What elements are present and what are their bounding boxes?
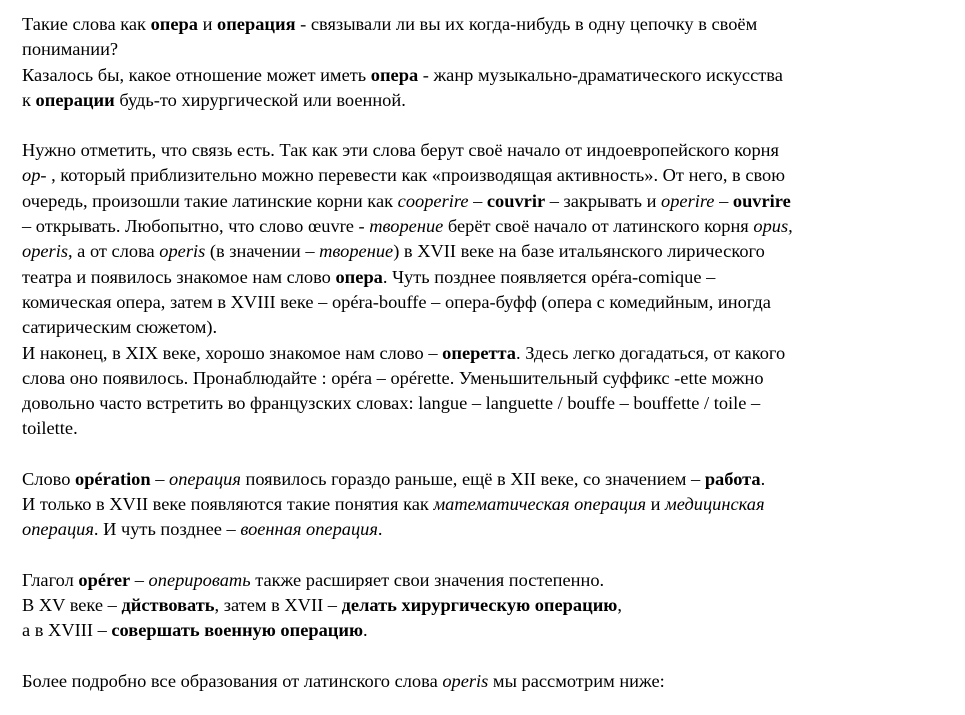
text-line	[22, 265, 955, 290]
text-run: а в XVIII –	[22, 620, 112, 641]
bold-text: оперетта	[442, 342, 516, 363]
bold-text: опера	[370, 64, 419, 85]
italic-text: cooperire	[397, 190, 469, 211]
text-line	[22, 391, 955, 416]
text-line	[22, 593, 955, 618]
text-run: Такие слова как	[22, 14, 151, 34]
bold-text: ouvrire	[732, 190, 791, 211]
text-line	[22, 239, 955, 264]
text-run: (в значении –	[205, 241, 320, 262]
text-line	[22, 366, 955, 391]
text-run: .	[377, 519, 383, 540]
text-line	[22, 341, 955, 366]
text-run: –	[150, 468, 169, 489]
text-run: .	[760, 468, 766, 489]
text-run: слова оно появилось. Пронаблюдайте : opéra – opérette. Уменьшительный суффикс -ette можно	[22, 367, 764, 388]
text-run: , а от слова	[67, 241, 160, 262]
text-line	[22, 214, 955, 239]
italic-text: opus,	[753, 216, 793, 237]
text-run: .	[363, 620, 368, 641]
paragraph-operer	[22, 568, 955, 644]
italic-text: военная операция	[240, 519, 378, 540]
text-run: комическая опера, затем в XVIII веке – opéra-bouffe – опера-буфф (опера с комедийным, иногда	[22, 291, 771, 312]
text-line	[22, 12, 955, 37]
italic-text: оперировать	[148, 569, 251, 590]
text-run: В XV веке –	[22, 594, 122, 615]
text-line	[22, 138, 955, 163]
text-line	[22, 669, 955, 694]
text-run: –	[130, 569, 149, 590]
text-line	[22, 517, 955, 542]
text-run: toilette.	[22, 418, 78, 439]
text-line	[22, 88, 955, 113]
text-run: – открывать. Любопытно, что слово œuvre -	[22, 216, 370, 237]
italic-text: operire	[661, 190, 715, 211]
text-line	[22, 290, 955, 315]
italic-text: operis	[22, 241, 68, 262]
italic-text: operis	[442, 670, 489, 691]
text-line	[22, 189, 955, 214]
text-run: будь-то хирургической или военной.	[114, 89, 406, 110]
text-run: И наконец, в XIX веке, хорошо знакомое нам слово –	[22, 342, 443, 363]
text-line	[22, 163, 955, 188]
text-line	[22, 63, 955, 88]
text-run: Более подробно все образования от латинского слова	[22, 670, 443, 691]
bold-text: opérer	[78, 569, 131, 590]
bold-text: опера	[150, 14, 198, 34]
italic-text: операция	[169, 468, 241, 489]
bold-text: операция	[217, 14, 296, 34]
text-run: ) в XVII веке на базе итальянского лирического	[393, 241, 765, 262]
text-run: Казалось бы, какое отношение может иметь	[22, 64, 371, 85]
text-run: И только в XVII веке появляются такие понятия как	[22, 494, 434, 515]
bold-text: opération	[75, 468, 151, 489]
text-line	[22, 618, 955, 643]
text-line	[22, 492, 955, 517]
italic-text: творение	[369, 216, 444, 237]
text-line	[22, 37, 955, 62]
text-run: и	[646, 494, 666, 515]
bold-text: работа	[704, 468, 761, 489]
text-run: очередь, произошли такие латинские корни как	[22, 190, 398, 211]
text-run: Глагол	[22, 569, 79, 590]
text-run: также расширяет свои значения постепенно.	[250, 569, 605, 590]
bold-text: совершать военную операцию	[111, 620, 364, 641]
text-run: –	[714, 190, 733, 211]
text-line	[22, 467, 955, 492]
text-run: понимании?	[22, 39, 119, 60]
text-run: - связывали ли вы их когда-нибудь в одну цепочку в своём	[295, 14, 758, 34]
text-run: , который приблизительно можно перевести как «производящая активность». От него, в свою	[46, 165, 785, 186]
text-run: довольно часто встретить во французских словах: langue – languette / bouffe – bouffette / toile –	[22, 393, 761, 414]
text-run: сатирическим сюжетом).	[22, 317, 218, 338]
bold-text: делать хирургическую операцию	[341, 594, 618, 615]
paragraph-closing	[22, 669, 955, 694]
text-run: и	[197, 14, 218, 34]
text-run: Нужно отметить, что связь есть. Так как эти слова берут своё начало от индоевропейского корня	[22, 140, 779, 161]
bold-text: опера	[335, 266, 383, 287]
italic-text: творение	[319, 241, 394, 262]
text-run: - жанр музыкально-драматического искусства	[418, 64, 783, 85]
italic-text: операция	[22, 519, 94, 540]
bold-text: couvrir	[486, 190, 546, 211]
text-run: . Здесь легко догадаться, от какого	[516, 342, 786, 363]
text-line	[22, 568, 955, 593]
italic-text: математическая операция	[433, 494, 646, 515]
text-line	[22, 416, 955, 441]
text-run: –	[468, 190, 487, 211]
text-run: берёт своё начало от латинского корня	[443, 216, 754, 237]
paragraph-operation	[22, 467, 955, 543]
text-run: – закрывать и	[545, 190, 662, 211]
italic-text: медицинская	[665, 494, 765, 515]
bold-text: операции	[35, 89, 115, 110]
text-run: мы рассмотрим ниже:	[488, 670, 665, 691]
text-run: . И чуть позднее –	[93, 519, 241, 540]
text-line	[22, 315, 955, 340]
text-run: , затем в XVII –	[214, 594, 342, 615]
paragraph-intro	[22, 12, 955, 113]
italic-text: operis	[159, 241, 206, 262]
bold-text: дйствовать	[121, 594, 215, 615]
text-run: к	[22, 89, 36, 110]
paragraph-etymology	[22, 138, 955, 442]
text-run: Слово	[22, 468, 75, 489]
italic-text: op-	[22, 165, 47, 186]
text-run: появилось гораздо раньше, ещё в XII веке, со значением –	[240, 468, 705, 489]
text-run: театра и появилось знакомое нам слово	[22, 266, 336, 287]
text-run: ,	[617, 594, 622, 615]
text-run: . Чуть позднее появляется opéra-comique –	[382, 266, 716, 287]
